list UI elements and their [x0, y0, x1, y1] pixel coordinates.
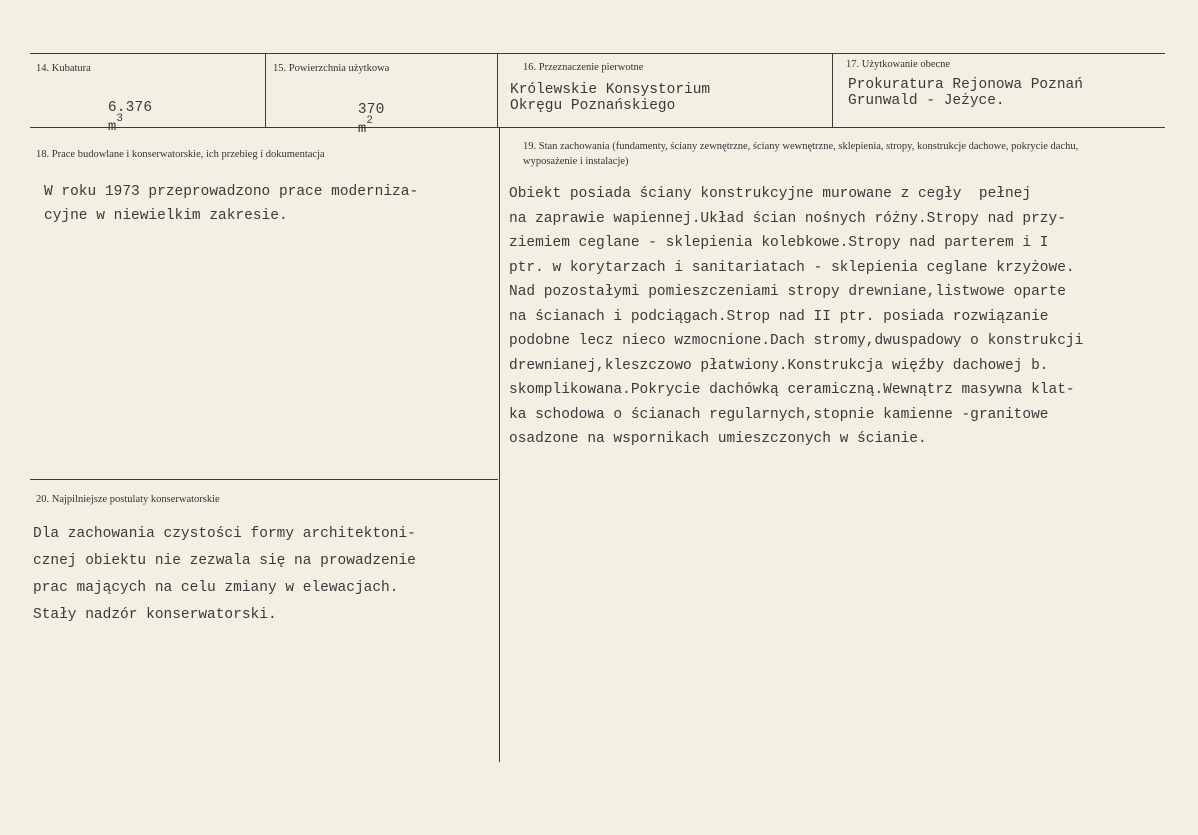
field-17-line: Grunwald - Jeżyce.	[848, 93, 1005, 109]
field-19-line: osadzone na wspornikach umieszczonych w ścianie.	[509, 431, 927, 447]
field-20-label: 20. Najpilniejsze postulaty konserwatorskie	[36, 494, 220, 505]
field-16-label: 16. Przeznaczenie pierwotne	[523, 62, 644, 73]
field-19-line: ptr. w korytarzach i sanitariatach - sklepienia ceglane krzyżowe.	[509, 259, 1075, 276]
field-16-line: Okręgu Poznańskiego	[510, 98, 676, 114]
row1-bottom-rule	[30, 127, 1165, 128]
field-18-label: 18. Prace budowlane i konserwatorskie, ich przebieg i dokumentacja	[36, 149, 325, 160]
field-17-label: 17. Użytkowanie obecne	[846, 59, 951, 70]
field-20-line: Dla zachowania czystości formy architektoni-	[33, 526, 416, 542]
divider-16-17	[832, 53, 833, 127]
field-14-label: 14. Kubatura	[36, 63, 91, 74]
main-column-divider	[499, 127, 500, 762]
field-14-value	[90, 84, 152, 135]
field-20-line: prac mających na celu zmiany w elewacjach.	[33, 580, 399, 596]
field-16-value	[510, 82, 710, 114]
field-19-line: ka schodowa o ścianach regularnych,stopnie kamienne -granitowe	[509, 406, 1049, 423]
field-18-value	[44, 180, 418, 228]
field-18-line: W roku 1973 przeprowadzono prace moderniza-	[44, 184, 419, 200]
divider-15-16	[497, 53, 498, 127]
field-15-label: 15. Powierzchnia użytkowa	[273, 63, 390, 74]
field-20-line: cznej obiektu nie zezwala się na prowadzenie	[33, 553, 416, 569]
divider-14-15	[265, 53, 266, 127]
field-19-line: na ścianach i podciągach.Strop nad II ptr. posiada rozwiązanie	[509, 308, 1049, 325]
field-19-line: podobne lecz nieco wzmocnione.Dach stromy,dwuspadowy o konstrukcji	[509, 333, 1084, 349]
field-14-unit: $m^3$	[107, 113, 124, 135]
field-15-unit: $m^2$	[357, 115, 374, 137]
field-17-value	[848, 77, 1083, 109]
field-17-line: Prokuratura Rejonowa Poznań	[848, 77, 1083, 93]
field-19-line: Obiekt posiada ściany konstrukcyjne murowane z cegły pełnej	[509, 186, 1032, 202]
row2-bottom-rule-left	[30, 479, 498, 480]
field-19-line: Nad pozostałymi pomieszczeniami stropy drewniane,listwowe oparte	[509, 284, 1066, 300]
field-16-line: Królewskie Konsystorium	[510, 82, 711, 98]
field-19-value	[509, 182, 1083, 452]
field-18-line: cyjne w niewielkim zakresie.	[44, 208, 288, 224]
field-19-label: 19. Stan zachowania (fundamenty, ściany zewnętrzne, ściany wewnętrzne, sklepienia, stropy, konstrukcje dachowe, pokrycie dachu, wyposażenie i instalacje)	[523, 141, 1079, 167]
field-19-line: skomplikowana.Pokrycie dachówką ceramiczną.Wewnątrz masywna klat-	[509, 382, 1075, 398]
field-15-number: 370	[357, 102, 385, 118]
field-19-line: na zaprawie wapiennej.Układ ścian nośnych różny.Stropy nad przy-	[509, 210, 1066, 227]
top-rule	[30, 53, 1165, 54]
field-19-line: ziemiem ceglane - sklepienia kolebkowe.Stropy nad parterem i I	[509, 235, 1049, 251]
field-19-line: drewnianej,kleszczowo płatwiony.Konstrukcja więźby dachowej b.	[509, 357, 1049, 374]
field-15-value	[340, 86, 385, 137]
field-14-number: 6.376	[107, 100, 153, 116]
field-20-line: Stały nadzór konserwatorski.	[33, 607, 277, 623]
field-20-value	[33, 521, 416, 629]
